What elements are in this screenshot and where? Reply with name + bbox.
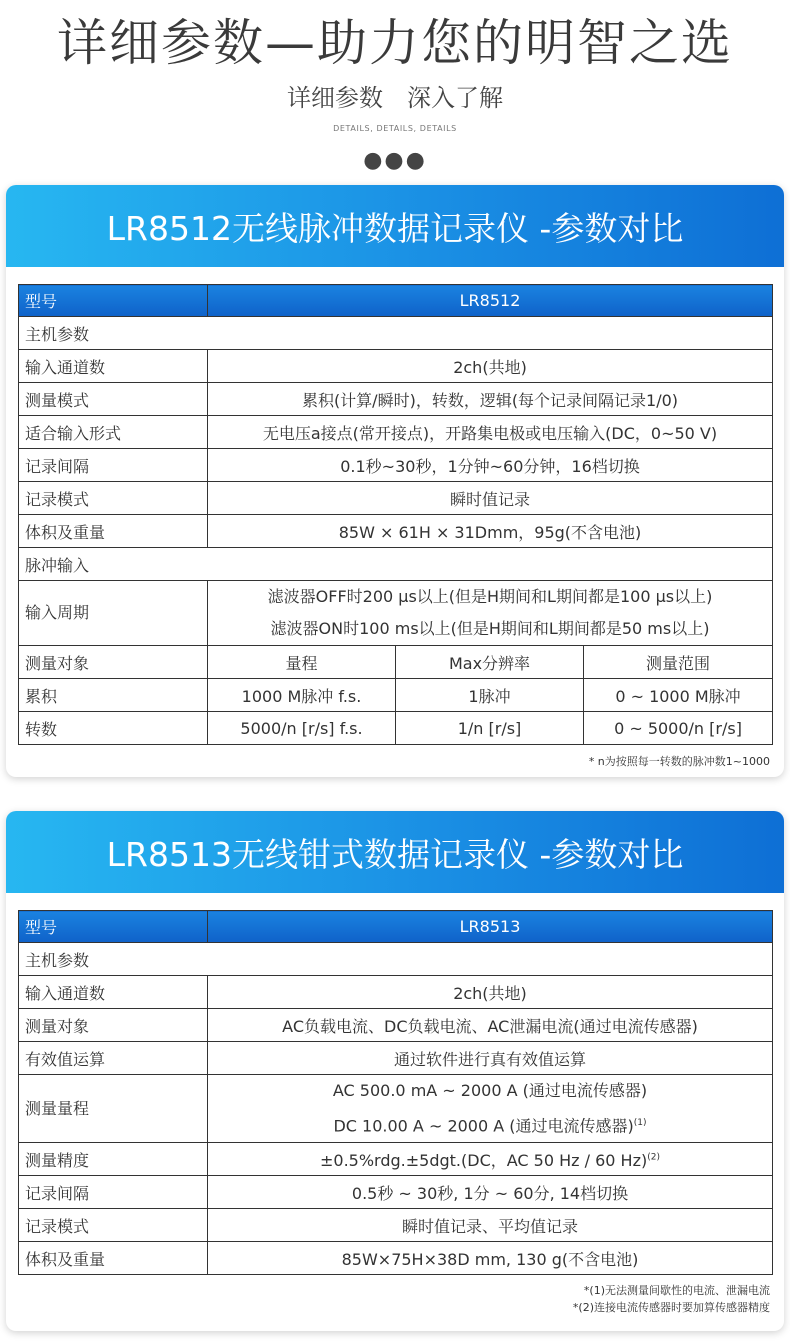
- measure-header-cell: 测量对象: [19, 646, 208, 679]
- row-value: 0.1秒~30秒，1分钟~60分钟，16档切换: [208, 449, 773, 482]
- row-value: 累积(计算/瞬时)，转数，逻辑(每个记录间隔记录1/0): [208, 383, 773, 416]
- table-row: [19, 1209, 773, 1242]
- row-value: 85W×75H×38D mm, 130 g(不含电池): [208, 1242, 773, 1275]
- section-row-host: [19, 943, 773, 976]
- accuracy-text: ±0.5%rdg.±5dgt.(DC，AC 50 Hz / 60 Hz): [320, 1150, 648, 1170]
- table-row: [19, 383, 773, 416]
- period-value: [208, 581, 773, 646]
- section-pulse-label: 脉冲输入: [19, 548, 773, 581]
- table-row: [19, 449, 773, 482]
- row-value: 0.5秒 ~ 30秒, 1分 ~ 60分, 14档切换: [208, 1176, 773, 1209]
- row-value: 瞬时值记录: [208, 482, 773, 515]
- table-row: [19, 482, 773, 515]
- table-row: [19, 350, 773, 383]
- row-value: 85W × 61H × 31Dmm，95g(不含电池): [208, 515, 773, 548]
- accuracy-value: [208, 1143, 773, 1176]
- period-label: 输入周期: [19, 581, 208, 646]
- page-title: 详细参数—助力您的明智之选: [57, 14, 733, 72]
- row-label: 记录模式: [19, 1209, 208, 1242]
- row-label: 测量模式: [19, 383, 208, 416]
- row-label: 记录间隔: [19, 1176, 208, 1209]
- row-label: 记录模式: [19, 482, 208, 515]
- lr8513-spec-card: [6, 811, 784, 1331]
- measure-cell: 1/n [r/s]: [396, 712, 584, 745]
- page-subtitle: 详细参数 深入了解: [287, 84, 503, 112]
- table-row: [19, 1009, 773, 1042]
- decorative-dots: ●●●: [363, 148, 427, 173]
- period-line-2: 滤波器ON时100 ms以上(但是H期间和L期间都是50 ms以上): [270, 619, 710, 638]
- row-value: 通过软件进行真有效值运算: [208, 1042, 773, 1075]
- table-row: [19, 1042, 773, 1075]
- table-row: [19, 1075, 773, 1143]
- row-label: 适合输入形式: [19, 416, 208, 449]
- row-label: 有效值运算: [19, 1042, 208, 1075]
- lr8512-footnote: * n为按照每一转数的脉冲数1~1000: [588, 755, 770, 768]
- measure-header-cell: 量程: [208, 646, 396, 679]
- table-header-row: [19, 911, 773, 943]
- model-value: LR8513: [208, 911, 773, 943]
- row-value: 2ch(共地): [208, 350, 773, 383]
- lr8512-spec-table: [18, 284, 773, 745]
- row-label: 体积及重量: [19, 515, 208, 548]
- measure-cell: 累积: [19, 679, 208, 712]
- range-value: [208, 1075, 773, 1143]
- table-row: [19, 1143, 773, 1176]
- row-label: 记录间隔: [19, 449, 208, 482]
- model-label: 型号: [19, 285, 208, 317]
- lr8512-spec-card: [6, 185, 784, 777]
- row-value: 瞬时值记录、平均值记录: [208, 1209, 773, 1242]
- table-row: [19, 515, 773, 548]
- lr8513-card-title: LR8513无线钳式数据记录仪 -参数对比: [6, 811, 784, 893]
- row-value: AC负载电流、DC负载电流、AC泄漏电流(通过电流传感器): [208, 1009, 773, 1042]
- table-row: [19, 1242, 773, 1275]
- section-row-host: [19, 317, 773, 350]
- model-value: LR8512: [208, 285, 773, 317]
- table-row: [19, 712, 773, 745]
- range-footnote-mark: (1): [633, 1118, 647, 1128]
- measure-cell: 1000 M脉冲 f.s.: [208, 679, 396, 712]
- measure-cell: 1脉冲: [396, 679, 584, 712]
- range-line-1: AC 500.0 mA ~ 2000 A (通过电流传感器): [332, 1081, 648, 1100]
- range-line-2: [214, 1107, 766, 1142]
- row-label: 输入通道数: [19, 350, 208, 383]
- measure-header-cell: Max分辨率: [396, 646, 584, 679]
- row-label: 输入通道数: [19, 976, 208, 1009]
- section-host-label: 主机参数: [19, 943, 773, 976]
- measure-cell: 5000/n [r/s] f.s.: [208, 712, 396, 745]
- range-line-2-text: DC 10.00 A ~ 2000 A (通过电流传感器): [333, 1116, 634, 1136]
- row-value: 2ch(共地): [208, 976, 773, 1009]
- section-row-pulse: [19, 548, 773, 581]
- measure-header-cell: 测量范围: [584, 646, 773, 679]
- range-label: 测量量程: [19, 1075, 208, 1143]
- measure-cell: 转数: [19, 712, 208, 745]
- section-host-label: 主机参数: [19, 317, 773, 350]
- table-row: [19, 416, 773, 449]
- footnote-1: *(1)无法测量间歇性的电流、泄漏电流: [583, 1284, 770, 1297]
- table-row: [19, 1176, 773, 1209]
- table-row: [19, 679, 773, 712]
- table-row: [19, 581, 773, 646]
- period-line-1: 滤波器OFF时200 μs以上(但是H期间和L期间都是100 μs以上): [267, 587, 713, 606]
- model-label: 型号: [19, 911, 208, 943]
- table-row: [19, 976, 773, 1009]
- lr8512-card-title: LR8512无线脉冲数据记录仪 -参数对比: [6, 185, 784, 267]
- accuracy-label: 测量精度: [19, 1143, 208, 1176]
- measure-cell: 0 ~ 1000 M脉冲: [584, 679, 773, 712]
- table-header-row: [19, 285, 773, 317]
- lr8513-spec-table: [18, 910, 773, 1275]
- lr8513-footnotes: [573, 1282, 770, 1316]
- measure-cell: 0 ~ 5000/n [r/s]: [584, 712, 773, 745]
- row-value: 无电压a接点(常开接点)，开路集电极或电压输入(DC，0~50 V): [208, 416, 773, 449]
- measure-header-row: [19, 646, 773, 679]
- footnote-2: *(2)连接电流传感器时要加算传感器精度: [572, 1301, 770, 1314]
- tagline: DETAILS, DETAILS, DETAILS: [333, 124, 457, 133]
- row-label: 体积及重量: [19, 1242, 208, 1275]
- accuracy-footnote-mark: (2): [647, 1152, 660, 1163]
- row-label: 测量对象: [19, 1009, 208, 1042]
